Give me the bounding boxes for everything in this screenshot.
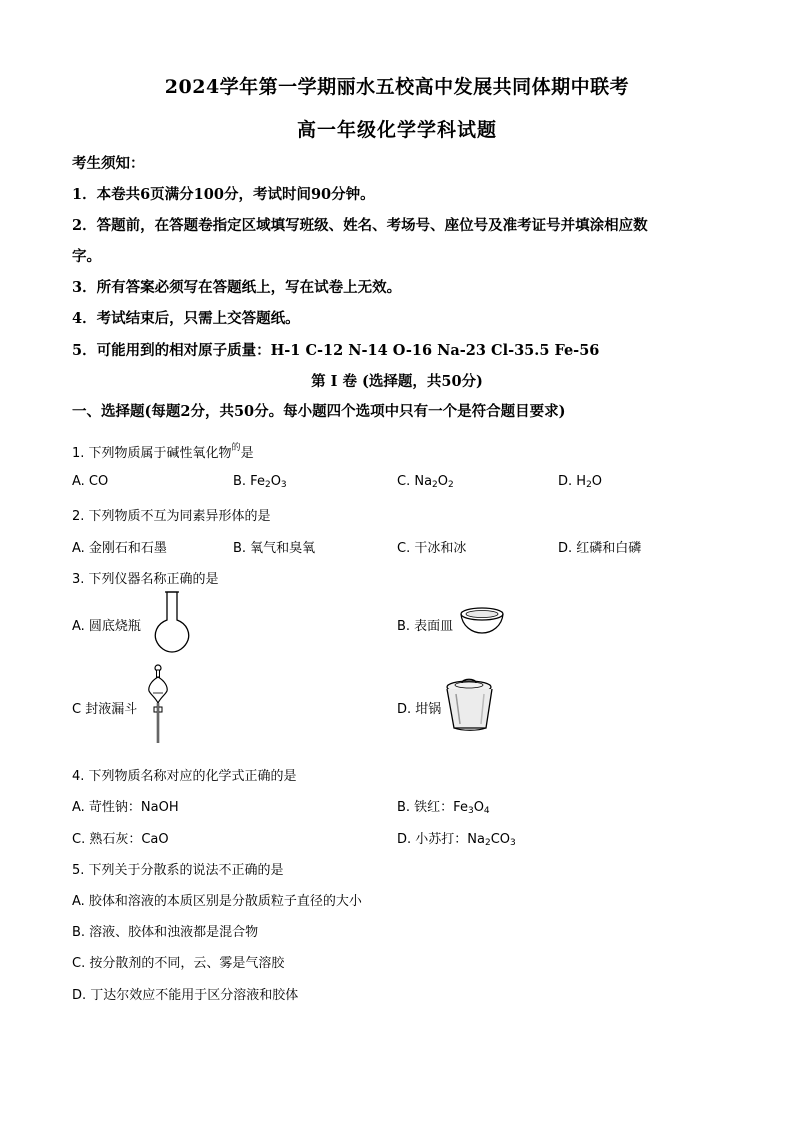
question-3-option-d[interactable]: D. 坩锅 <box>397 702 442 717</box>
notice-item-5: 5．可能用到的相对原子质量：H-1 C-12 N-14 O-16 Na-23 Cl-35.5 Fe-56 <box>72 342 600 359</box>
question-3-option-c[interactable]: C 封液漏斗 <box>72 702 138 717</box>
question-2-option-d[interactable]: D. 红磷和白磷 <box>558 541 642 556</box>
question-5-option-d[interactable]: D. 丁达尔效应不能用于区分溶液和胶体 <box>72 988 299 1003</box>
notice-item-4: 4．考试结束后，只需上交答题纸。 <box>72 310 300 327</box>
section-heading: 一、选择题(每题2分，共50分。每小题四个选项中只有一个是符合题目要求) <box>72 403 566 420</box>
question-2-stem: 2. 下列物质不互为同素异形体的是 <box>72 509 271 524</box>
question-3-stem: 3. 下列仪器名称正确的是 <box>72 572 219 587</box>
question-2-option-b[interactable]: B. 氧气和臭氧 <box>233 541 316 556</box>
question-4-option-b[interactable]: B. 铁红：$Fe_3O_4$ <box>397 800 490 816</box>
question-5-option-c[interactable]: C. 按分散剂的不同，云、雾是气溶胶 <box>72 956 285 971</box>
question-5-option-a[interactable]: A. 胶体和溶液的本质区别是分散质粒子直径的大小 <box>72 894 362 909</box>
question-3-option-b[interactable]: B. 表面皿 <box>397 619 454 634</box>
notice-item-2: 2．答题前，在答题卷指定区域填写班级、姓名、考场号、座位号及准考证号并填涂相应数 <box>72 217 648 234</box>
question-1-stem: 1. 下列物质属于碱性氧化物$^的$是 <box>72 443 254 461</box>
question-4-option-c[interactable]: C. 熟石灰：CaO <box>72 832 169 847</box>
exam-subtitle: 高一年级化学学科试题 <box>296 119 497 141</box>
round-bottom-flask-icon <box>152 590 192 654</box>
notice-item-2-cont: 字。 <box>72 248 101 265</box>
notice-heading: 考生须知： <box>72 155 145 172</box>
question-2-option-c[interactable]: C. 干冰和冰 <box>397 541 467 556</box>
volume-heading: 第 I 卷 (选择题，共50分) <box>311 373 483 390</box>
separatory-funnel-icon <box>147 663 171 747</box>
question-1-option-c[interactable]: C. $Na_2O_2$ <box>397 474 454 490</box>
question-2-option-a[interactable]: A. 金刚石和石墨 <box>72 541 167 556</box>
watch-glass-icon <box>458 606 506 636</box>
notice-item-1: 1．本卷共6页满分100分，考试时间90分钟。 <box>72 186 375 203</box>
question-4-stem: 4. 下列物质名称对应的化学式正确的是 <box>72 769 297 784</box>
question-3-option-a[interactable]: A. 圆底烧瓶 <box>72 619 141 634</box>
crucible-icon <box>444 674 498 732</box>
notice-item-3: 3．所有答案必须写在答题纸上，写在试卷上无效。 <box>72 279 402 296</box>
question-4-option-a[interactable]: A. 苛性钠：NaOH <box>72 800 179 815</box>
question-1-option-a[interactable]: A. CO <box>72 474 109 489</box>
question-4-option-d[interactable]: D. 小苏打：$Na_2CO_3$ <box>397 832 516 848</box>
question-5-option-b[interactable]: B. 溶液、胶体和浊液都是混合物 <box>72 925 259 940</box>
question-5-stem: 5. 下列关于分散系的说法不正确的是 <box>72 863 284 878</box>
question-1-option-b[interactable]: B. $Fe_2O_3$ <box>233 474 287 490</box>
question-1-option-d[interactable]: D. $H_2O$ <box>558 474 603 490</box>
exam-title: 2024学年第一学期丽水五校高中发展共同体期中联考 <box>164 76 630 98</box>
